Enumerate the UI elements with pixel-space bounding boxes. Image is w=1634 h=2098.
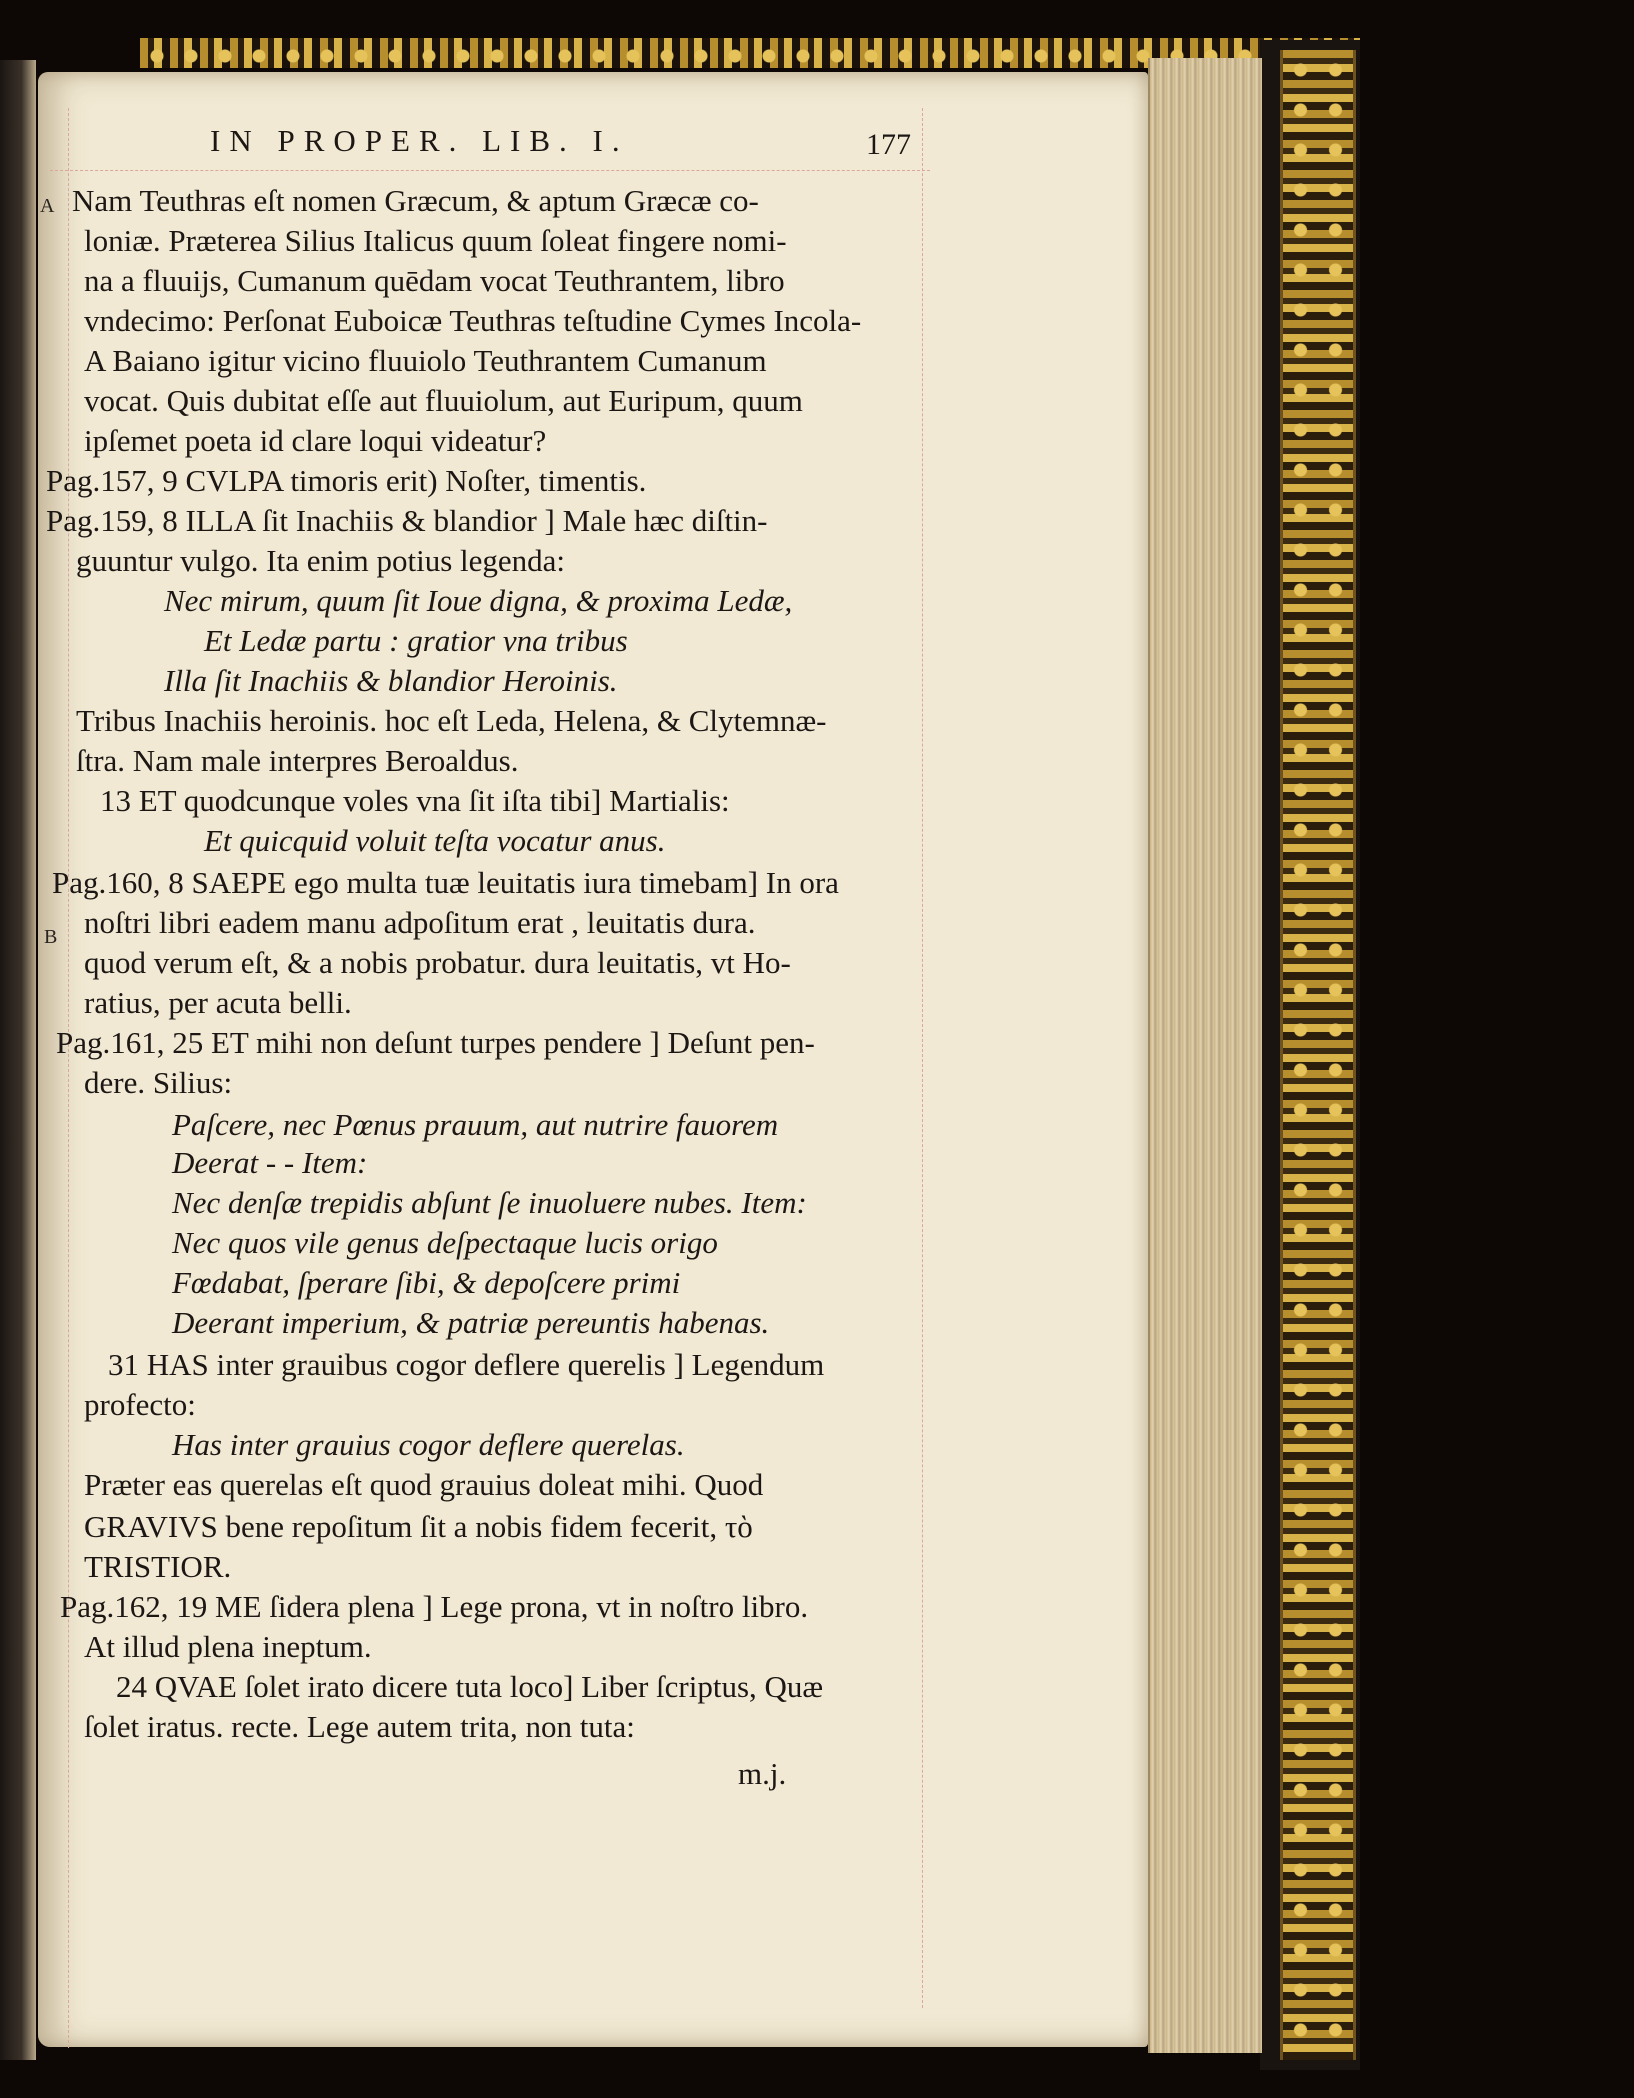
text-line: GRAVIVS bene repoſitum ſit a nobis fidem fecerit, τὸ: [84, 1509, 753, 1544]
text-line: ratius, per acuta belli.: [84, 985, 352, 1020]
text-line: ipſemet poeta id clare loqui videatur?: [84, 423, 547, 458]
page-number: 177: [866, 128, 911, 161]
ruling-line-right: [922, 108, 923, 2008]
text-line: na a fluuijs, Cumanum quēdam vocat Teuthrantem, libro: [84, 263, 785, 298]
text-line: Tribus Inachiis heroinis. hoc eſt Leda, Helena, & Clytemnæ-: [76, 703, 827, 738]
text-line: Præter eas querelas eſt quod grauius doleat mihi. Quod: [84, 1467, 764, 1502]
text-line: ſtra. Nam male interpres Beroaldus.: [76, 743, 519, 778]
text-line: Illa ſit Inachiis & blandior Heroinis.: [164, 663, 618, 698]
text-line: Nec denſæ trepidis abſunt ſe inuoluere nubes. Item:: [172, 1185, 807, 1220]
signature-mark: m.j.: [738, 1756, 787, 1791]
text-line: Nec mirum, quum ſit Ioue digna, & proxima Ledæ,: [164, 583, 793, 618]
text-line: Pag.157, 9 CVLPA timoris erit) Noſter, timentis.: [46, 463, 647, 498]
text-line: Deerat - - Item:: [172, 1145, 368, 1180]
ruling-line-left: [68, 108, 69, 2048]
text-line: Et quicquid voluit teſta vocatur anus.: [204, 823, 666, 858]
ruling-line-head: [50, 170, 930, 171]
text-line: dere. Silius:: [84, 1065, 233, 1100]
text-line: Pag.161, 25 ET mihi non deſunt turpes pendere ] Deſunt pen-: [56, 1025, 815, 1060]
text-line: guuntur vulgo. Ita enim potius legenda:: [76, 543, 566, 578]
gutter-shadow: [0, 60, 36, 2060]
text-line: TRISTIOR.: [84, 1549, 232, 1584]
text-line: Has inter grauius cogor deflere querelas.: [172, 1427, 685, 1462]
text-line: Paſcere, nec Pœnus prauum, aut nutrire fauorem: [172, 1107, 779, 1142]
text-line: Pag.160, 8 SAEPE ego multa tuæ leuitatis iura timebam] In ora: [52, 865, 839, 900]
text-line: quod verum eſt, & a nobis probatur. dura leuitatis, vt Ho-: [84, 945, 791, 980]
text-line: 13 ET quodcunque voles vna ſit iſta tibi] Martialis:: [100, 783, 730, 818]
text-line: loniæ. Præterea Silius Italicus quum ſoleat fingere nomi-: [84, 223, 787, 258]
text-line: A Baiano igitur vicino fluuiolo Teuthrantem Cumanum: [84, 343, 767, 378]
text-line: 24 QVAE ſolet irato dicere tuta loco] Liber ſcriptus, Quæ: [116, 1669, 824, 1704]
margin-marker-b: B: [44, 926, 58, 948]
text-line: Pag.162, 19 ME ſidera plena ] Lege prona, vt in noſtro libro.: [60, 1589, 809, 1624]
text-line: Fœdabat, ſperare ſibi, & depoſcere primi: [172, 1265, 681, 1300]
margin-marker-a: A: [40, 195, 55, 217]
running-head: IN PROPER. LIB. I.: [210, 123, 629, 158]
text-line: noſtri libri eadem manu adpoſitum erat , leuitatis dura.: [84, 905, 756, 940]
text-line: Nam Teuthras eſt nomen Græcum, & aptum Græcæ co-: [72, 183, 759, 218]
text-line: 31 HAS inter grauibus cogor deflere querelis ] Legendum: [108, 1347, 825, 1382]
text-line: vndecimo: Perſonat Euboicæ Teuthras teſtudine Cymes Incola-: [84, 303, 862, 338]
gilt-right-border: [1280, 50, 1356, 2060]
text-line: Nec quos vile genus deſpectaque lucis origo: [172, 1225, 718, 1260]
text-line: Deerant imperium, & patriæ pereuntis habenas.: [172, 1305, 770, 1340]
text-line: Et Ledæ partu : gratior vna tribus: [204, 623, 628, 658]
text-line: At illud plena ineptum.: [84, 1629, 372, 1664]
text-line: ſolet iratus. recte. Lege autem trita, non tuta:: [84, 1709, 635, 1744]
text-line: profecto:: [84, 1387, 196, 1422]
text-line: vocat. Quis dubitat eſſe aut fluuiolum, aut Euripum, quum: [84, 383, 803, 418]
text-line: Pag.159, 8 ILLA ſit Inachiis & blandior ] Male hæc diſtin-: [46, 503, 768, 538]
page-fore-edge: [1148, 58, 1262, 2053]
